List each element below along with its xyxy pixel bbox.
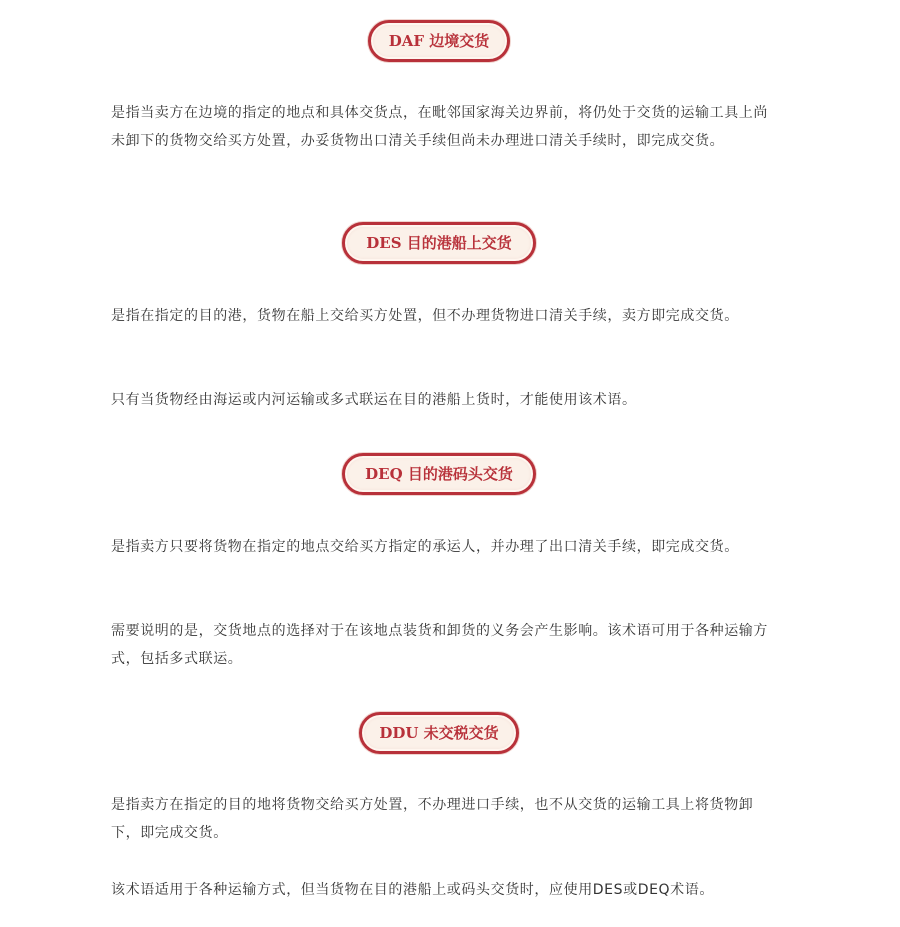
section-title-badge: DES 目的港船上交货 <box>342 222 536 264</box>
paragraph: 需要说明的是，交货地点的选择对于在该地点装货和卸货的义务会产生影响。该术语可用于各种运输方式，包括多式联运。 <box>111 623 768 667</box>
paragraph: 是指卖方在指定的目的地将货物交给买方处置，不办理进口手续，也不从交货的运输工具上将货物卸下，即完成交货。 <box>111 797 754 841</box>
paragraph: 是指当卖方在边境的指定的地点和具体交货点，在毗邻国家海关边界前，将仍处于交货的运输工具上尚未卸下的货物交给买方处置，办妥货物出口清关手续但尚未办理进口清关手续时，即完成交货。 <box>111 105 768 149</box>
section-title-badge: DEQ 目的港码头交货 <box>342 453 536 495</box>
section-title-badge: DAF 边境交货 <box>368 20 510 62</box>
paragraph: 是指卖方只要将货物在指定的地点交给买方指定的承运人，并办理了出口清关手续，即完成交货。 <box>111 539 739 555</box>
paragraph: 是指在指定的目的港，货物在船上交给买方处置，但不办理货物进口清关手续，卖方即完成交货。 <box>111 308 739 324</box>
section-title-badge: DDU 未交税交货 <box>359 712 519 754</box>
paragraph: 只有当货物经由海运或内河运输或多式联运在目的港船上货时，才能使用该术语。 <box>111 392 637 408</box>
paragraph: 该术语适用于各种运输方式，但当货物在目的港船上或码头交货时，应使用DES或DEQ术语。 <box>111 882 714 898</box>
